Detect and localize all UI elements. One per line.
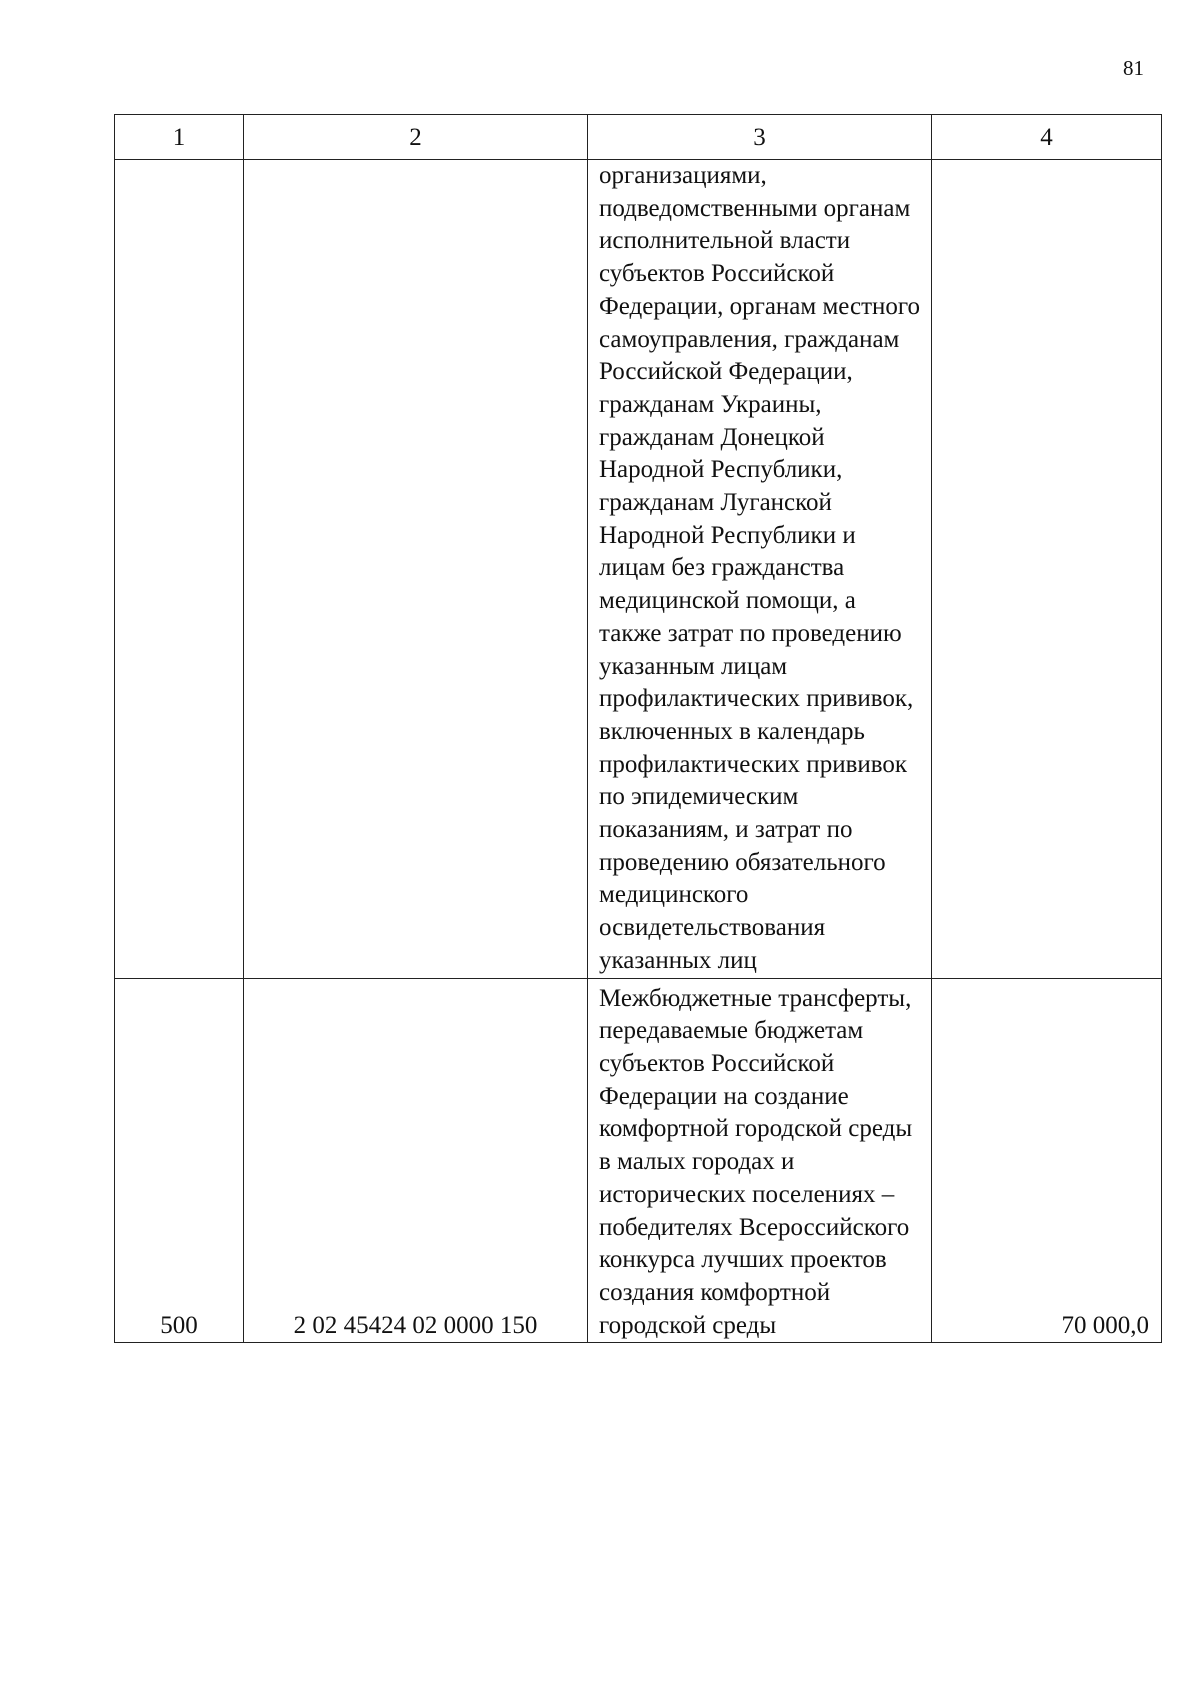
- row-amount-cell: 70 000,0: [932, 978, 1162, 1343]
- row-code-cell: [115, 160, 244, 979]
- row-amount-cell: [932, 160, 1162, 979]
- row-name-text: Межбюджетные трансферты, передаваемые бюджетам субъектов Российской Федерации на создание комфортной городской среды в малых городах и исторических поселениях – победителях Всероссийского конкурса лучших проектов создания комфортной городской среды: [599, 984, 913, 1339]
- header-cell-1: 1: [115, 115, 244, 160]
- page-number: 81: [1123, 56, 1144, 80]
- row-kbk-cell: 2 02 45424 02 0000 150: [244, 978, 588, 1343]
- row-kbk-cell: [244, 160, 588, 979]
- row-code-cell: 500: [115, 978, 244, 1343]
- budget-table: [114, 114, 1162, 1343]
- row-name-cell: [588, 978, 932, 1343]
- row-name-cell: [588, 160, 932, 979]
- header-cell-2: 2: [244, 115, 588, 160]
- header-cell-3: 3: [588, 115, 932, 160]
- header-cell-4: 4: [932, 115, 1162, 160]
- row-name-text: организациями, подведомственными органам исполнительной власти субъектов Российской Федерации, органам местного самоуправления, гражданам Российской Федерации, гражданам Украины, гражданам Донецкой Народной Республики, гражданам Луганской Народной Республики и лицам без гражданства медицинской помощи, а также затрат по проведению указанным лицам профилактических прививок, включенных в календарь профилактических прививок по эпидемическим показаниям, и затрат по проведению обязательного медицинского освидетельствования указанных лиц: [599, 162, 921, 974]
- table-row: [115, 978, 1162, 1343]
- table-header-row: [115, 115, 1162, 160]
- table-row: [115, 160, 1162, 979]
